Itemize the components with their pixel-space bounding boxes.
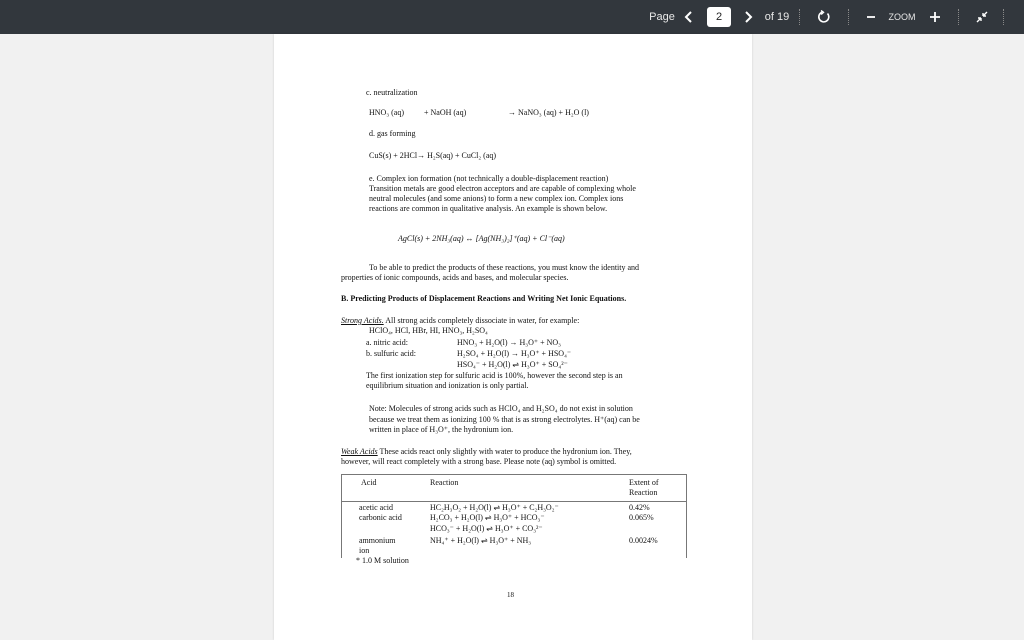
- zoom-out-icon[interactable]: [864, 0, 878, 34]
- weak-acids-label: Weak Acids: [341, 447, 378, 456]
- nitric-equation: HNO₃ + H₂O(l) → H₃O⁺ + NO₃: [457, 338, 561, 347]
- zoom-label: ZOOM: [888, 12, 916, 22]
- strong-acids-label: Strong Acids.: [341, 316, 384, 325]
- section-b-heading: B. Predicting Products of Displacement Reactions and Writing Net Ionic Equations.: [341, 294, 627, 303]
- weak-acids-text: These acids react only slightly with water to produce the hydronium ion. They,: [377, 447, 632, 456]
- pdf-toolbar: [0, 0, 1024, 34]
- pdf-page: [274, 34, 752, 640]
- table-header-extent: Reaction: [629, 488, 658, 497]
- table-rule: [341, 474, 686, 475]
- paragraph-line: The first ionization step for sulfuric acid is 100%, however the second step is an: [366, 371, 623, 380]
- paragraph-line: however, will react completely with a strong base. Please note (aq) symbol is omitted.: [341, 457, 617, 466]
- equation-text: CuS(s) + 2HCl→ H₂S(aq) + CuCl₂ (aq): [369, 151, 497, 160]
- chevron-left-icon[interactable]: [681, 0, 697, 34]
- table-header-extent: Extent of: [629, 478, 659, 487]
- paragraph-line: To be able to predict the products of these reactions, you must know the identity and: [369, 263, 640, 272]
- section-d-heading: d. gas forming: [369, 129, 416, 138]
- strong-acids-text: All strong acids completely dissociate in water, for example:: [383, 316, 580, 325]
- equation-text: → NaNO₃ (aq) + H₂O (l): [508, 108, 589, 117]
- note-line: because we treat them as ionizing 100 % that is as strong electrolytes. H⁺(aq) can be: [369, 415, 640, 424]
- table-cell: H₂CO₃ + H₂O(l) ⇌ H₃O⁺ + HCO₃⁻: [430, 513, 545, 522]
- table-cell: ion: [359, 546, 370, 555]
- note-line: written in place of H₃O⁺, the hydronium ion.: [369, 425, 514, 434]
- strong-acids-list: HClO₄, HCl, HBr, HI, HNO₃, H₂SO₄: [369, 326, 488, 335]
- collapse-icon[interactable]: [973, 0, 991, 34]
- toolbar-divider: [799, 9, 801, 25]
- section-c-heading: c. neutralization: [366, 88, 418, 97]
- table-cell: carbonic acid: [359, 513, 402, 522]
- table-cell: ammonium: [359, 536, 396, 545]
- table-header-reaction: Reaction: [430, 478, 459, 487]
- paragraph-line: neutral molecules (and some anions) to form a new complex ion. Complex ions: [369, 194, 624, 203]
- table-cell: NH₄⁺ + H₂O(l) ⇌ H₃O⁺ + NH₃: [430, 536, 532, 545]
- rotate-icon[interactable]: [815, 0, 833, 34]
- paragraph-line: properties of ionic compounds, acids and bases, and molecular species.: [341, 273, 569, 282]
- table-cell: 0.065%: [629, 513, 654, 522]
- page-number: 18: [507, 591, 514, 599]
- page-count: of 19: [764, 11, 790, 23]
- zoom-in-icon[interactable]: [927, 0, 943, 34]
- toolbar-divider: [848, 9, 850, 25]
- footnote: * 1.0 M solution: [356, 556, 409, 565]
- table-cell: HC₂H₃O₂ + H₂O(l) ⇌ H₃O⁺ + C₂H₃O₂⁻: [430, 503, 559, 512]
- table-cell: HCO₃⁻ + H₂O(l) ⇌ H₃O⁺ + CO₃²⁻: [430, 524, 543, 533]
- sulfuric-label: b. sulfuric acid:: [366, 349, 416, 358]
- page-label: Page: [649, 11, 675, 23]
- section-e-heading: e. Complex ion formation (not technically a double-displacement reaction): [369, 174, 609, 183]
- strong-acids-line: [341, 316, 579, 325]
- table-cell: 0.42%: [629, 503, 650, 512]
- table-cell: 0.0024%: [629, 536, 658, 545]
- toolbar-divider: [958, 9, 960, 25]
- weak-acids-line: [341, 447, 632, 456]
- table-rule: [686, 474, 687, 558]
- complex-ion-equation: AgCl(s) + 2NH₃(aq) ↔ [Ag(NH₃)₂]⁺(aq) + Cl⁻(aq): [398, 234, 565, 243]
- sulfuric-equation-2: HSO₄⁻ + H₂O(l) ⇌ H₃O⁺ + SO₄²⁻: [457, 360, 568, 369]
- chevron-right-icon[interactable]: [740, 0, 756, 34]
- note-line: Note: Molecules of strong acids such as HClO₄ and H₂SO₄ do not exist in solution: [369, 404, 633, 413]
- paragraph-line: reactions are common in qualitative analysis. An example is shown below.: [369, 204, 608, 213]
- equation-text: + NaOH (aq): [424, 108, 467, 117]
- paragraph-line: equilibrium situation and ionization is only partial.: [366, 381, 529, 390]
- paragraph-line: Transition metals are good electron acceptors and are capable of complexing whole: [369, 184, 636, 193]
- weak-acid-table: [341, 474, 686, 558]
- page-number-input[interactable]: 2: [707, 7, 731, 27]
- nitric-label: a. nitric acid:: [366, 338, 408, 347]
- equation-text: HNO₃ (aq): [369, 108, 404, 117]
- toolbar-divider: [1003, 9, 1005, 25]
- table-rule: [341, 474, 342, 558]
- table-rule: [341, 501, 686, 502]
- table-header-acid: Acid: [361, 478, 377, 487]
- table-cell: acetic acid: [359, 503, 393, 512]
- sulfuric-equation-1: H₂SO₄ + H₂O(l) → H₃O⁺ + HSO₄⁻: [457, 349, 572, 358]
